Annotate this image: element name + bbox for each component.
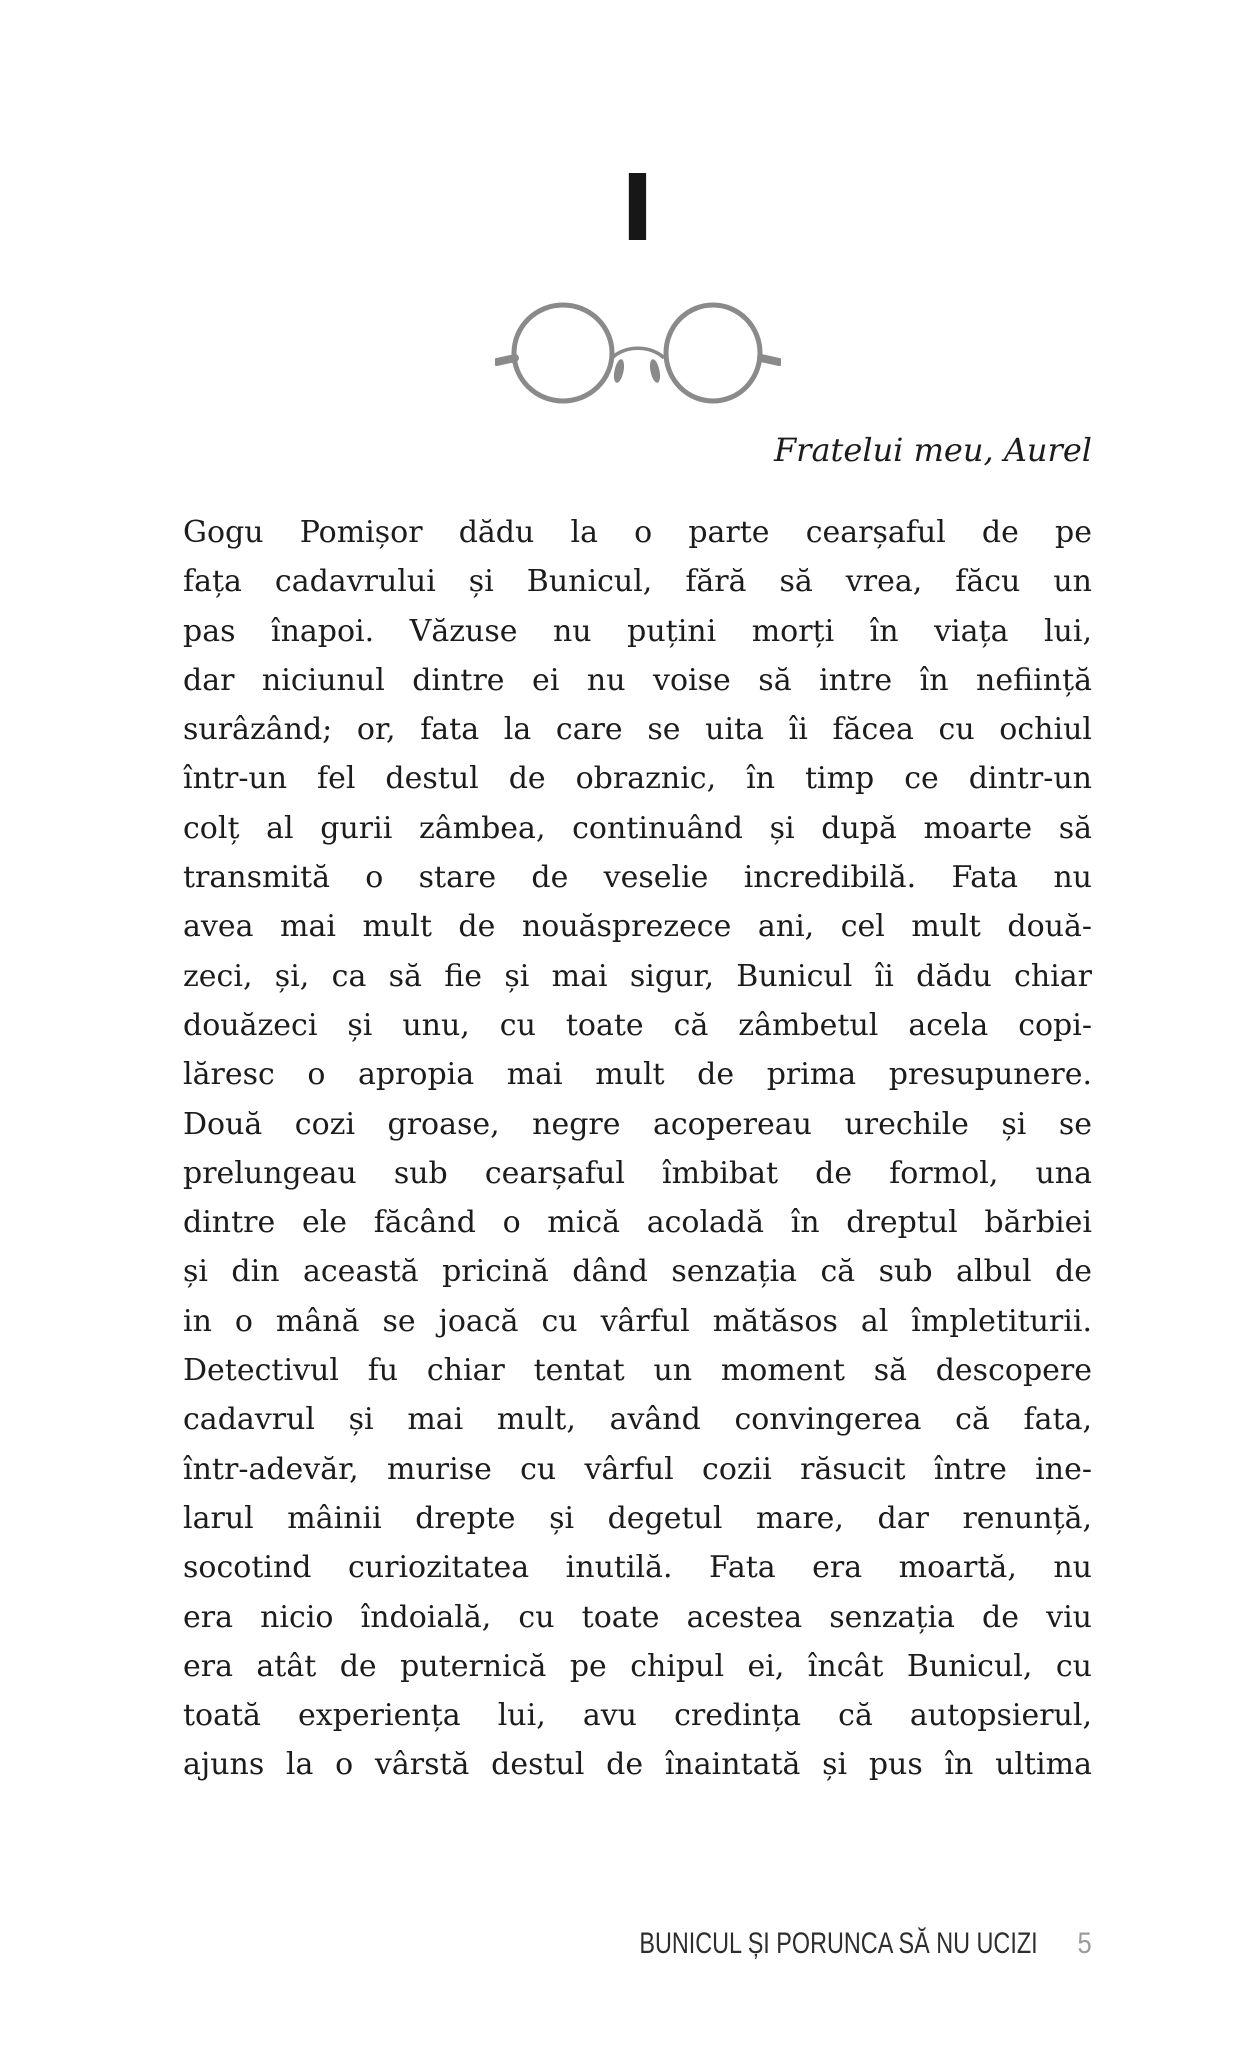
- body-text-line: dar niciunul dintre ei nu voise să intre în neființă: [183, 662, 1092, 698]
- body-text-line: Detectivul fu chiar tentat un moment să descopere: [183, 1353, 1092, 1389]
- body-text-line: într-adevăr, murise cu vârful cozii răsucit între ine-: [183, 1451, 1092, 1487]
- body-text-line: era nicio îndoială, cu toate acestea senzația de viu: [183, 1599, 1092, 1635]
- body-text-line: cadavrul și mai mult, având convingerea că fata,: [183, 1402, 1092, 1438]
- body-text-line: zeci, și, ca să fie și mai sigur, Bunicul îi dădu chiar: [183, 958, 1092, 994]
- body-text-line: transmită o stare de veselie incredibilă. Fata nu: [183, 860, 1092, 896]
- body-text-line: surâzând; or, fata la care se uita îi făcea cu ochiul: [183, 712, 1092, 748]
- body-text-line: pas înapoi. Văzuse nu puțini morți în viața lui,: [183, 613, 1092, 649]
- body-text-line: și din această pricină dând senzația că sub albul de: [183, 1254, 1092, 1290]
- body-text: [183, 508, 1092, 1790]
- footer-book-title: BUNICUL ȘI PORUNCA SĂ NU UCIZI: [639, 1927, 1038, 1960]
- body-text-line: ajuns la o vârstă destul de înaintată și pus în ultima: [183, 1747, 1092, 1783]
- body-text-line: Gogu Pomișor dădu la o parte cearșaful de pe: [183, 515, 1092, 550]
- body-text-line: douăzeci și unu, cu toate că zâmbetul acela copi-: [183, 1007, 1092, 1043]
- body-text-line: prelungeau sub cearșaful îmbibat de formol, una: [183, 1155, 1092, 1191]
- body-text-line: colț al gurii zâmbea, continuând și după moarte să: [183, 810, 1092, 846]
- body-text-line: toată experiența lui, avu credința că autopsierul,: [183, 1698, 1092, 1734]
- body-text-line: dintre ele făcând o mică acoladă în dreptul bărbiei: [183, 1205, 1092, 1241]
- body-text-line: într-un fel destul de obraznic, în timp ce dintr-un: [183, 761, 1092, 797]
- footer-page-number: 5: [1077, 1927, 1092, 1960]
- chapter-numeral: I: [620, 155, 655, 262]
- body-text-line: in o mână se joacă cu vârful mătăsos al împletiturii.: [183, 1303, 1092, 1339]
- body-text-line: lăresc o apropia mai mult de prima presupunere.: [183, 1057, 1092, 1093]
- page-footer: [183, 1926, 1092, 1962]
- body-text-line: fața cadavrului și Bunicul, fără să vrea, făcu un: [183, 564, 1092, 600]
- body-text-line: larul mâinii drepte și degetul mare, dar renunță,: [183, 1500, 1092, 1536]
- body-text-line: socotind curiozitatea inutilă. Fata era moartă, nu: [183, 1550, 1092, 1586]
- body-text-line: era atât de puternică pe chipul ei, încât Bunicul, cu: [183, 1648, 1092, 1684]
- body-text-line: Două cozi groase, negre acopereau urechile și se: [183, 1106, 1092, 1142]
- glasses-icon: [495, 301, 781, 405]
- body-text-line: avea mai mult de nouăsprezece ani, cel mult două-: [183, 909, 1092, 945]
- dedication: Fratelui meu, Aurel: [773, 431, 1092, 469]
